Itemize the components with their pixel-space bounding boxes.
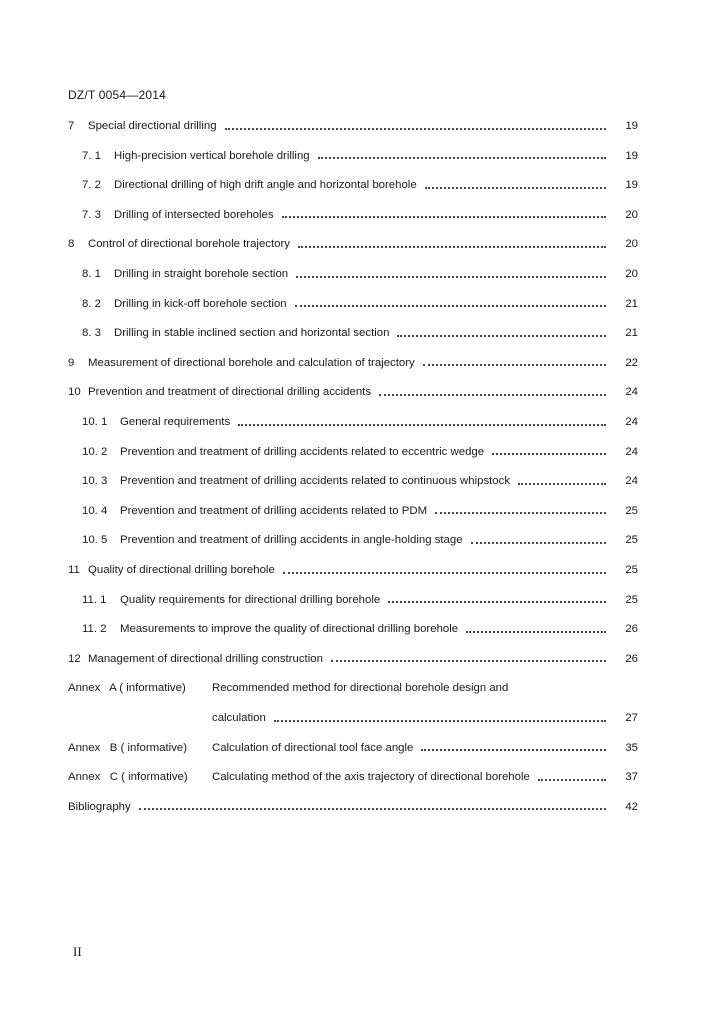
toc-entry-title: Drilling of intersected boreholes <box>114 208 274 221</box>
toc-entry[interactable] <box>0 265 724 283</box>
toc-entry[interactable] <box>0 324 724 342</box>
toc-entry-page: 24 <box>625 445 638 458</box>
toc-entry-number: 10. 1 <box>82 416 108 428</box>
toc-entry[interactable] <box>0 502 724 520</box>
toc-entry-title: High-precision vertical borehole drilling <box>114 149 310 162</box>
toc-entry-page: 25 <box>625 593 638 606</box>
toc-dot-leader <box>225 127 606 130</box>
toc-entry-page: 25 <box>625 534 638 547</box>
toc-entry-page: 24 <box>625 386 638 399</box>
toc-entry-page: 22 <box>625 356 638 369</box>
toc-entry-number: 8. 1 <box>82 268 101 280</box>
toc-entry-number: 11. 1 <box>82 593 107 606</box>
toc-entry-number: 10. 3 <box>82 475 108 488</box>
toc-entry-page: 35 <box>625 741 638 754</box>
toc-entry-title: Prevention and treatment of drilling accidents related to PDM <box>120 504 428 517</box>
toc-entry-number: 8. 2 <box>82 297 101 310</box>
toc-entry-page: 26 <box>625 652 638 665</box>
toc-entry[interactable] <box>0 147 724 165</box>
toc-entry-number: 7. 2 <box>82 179 101 192</box>
toc-entry[interactable] <box>0 650 724 668</box>
toc-entry[interactable] <box>0 176 724 194</box>
toc-entry-number: 10. 4 <box>82 504 108 517</box>
toc-entry-page: 19 <box>625 120 638 132</box>
annex-label: Annex B ( informative) <box>68 741 188 754</box>
annex-title-line1: Recommended method for directional borehole design and <box>212 682 509 695</box>
toc-dot-leader <box>397 334 606 337</box>
toc-entry-page: 20 <box>625 208 638 221</box>
toc-dot-leader <box>331 659 606 662</box>
toc-dot-leader <box>538 778 606 781</box>
toc-entry-number: 11 <box>68 564 80 576</box>
page-number: II <box>73 944 82 959</box>
annex-label: Annex A ( informative) <box>68 682 186 695</box>
toc-dot-leader <box>423 363 606 366</box>
toc-entry-page: 20 <box>625 238 638 251</box>
toc-entry-title: Prevention and treatment of directional drilling accidents <box>88 386 372 399</box>
toc-dot-leader <box>139 807 606 810</box>
toc-entry-title: Drilling in straight borehole section <box>114 268 289 280</box>
toc-entry-page: 21 <box>625 327 638 340</box>
toc-dot-leader <box>274 719 606 722</box>
toc-dot-leader <box>421 748 606 751</box>
toc-annex-entry[interactable] <box>0 768 724 786</box>
toc-entry-page: 27 <box>625 712 638 724</box>
toc-entry-title: Directional drilling of high drift angle and horizontal borehole <box>114 179 417 192</box>
toc-entry-number: 7 <box>68 120 75 132</box>
toc-entry-number: 11. 2 <box>82 623 107 636</box>
toc-entry-number: 10. 2 <box>82 445 108 458</box>
toc-bibliography-entry[interactable] <box>0 798 724 816</box>
bibliography-title: Bibliography <box>68 800 131 813</box>
toc-entry[interactable] <box>0 235 724 253</box>
toc-entry[interactable] <box>0 413 724 431</box>
toc-dot-leader <box>295 304 606 307</box>
toc-entry-page: 20 <box>625 268 638 280</box>
toc-entry-title: Measurement of directional borehole and calculation of trajectory <box>88 356 415 369</box>
toc-entry[interactable] <box>0 561 724 579</box>
toc-entry-page: 19 <box>625 179 638 192</box>
toc-dot-leader <box>425 186 606 189</box>
toc-entry-page: 24 <box>625 475 638 488</box>
toc-entry-number: 8 <box>68 238 75 251</box>
toc-dot-leader <box>238 423 606 426</box>
toc-entry-title: Measurements to improve the quality of directional drilling borehole <box>120 623 459 636</box>
toc-entry[interactable] <box>0 383 724 401</box>
toc-entry-number: 8. 3 <box>82 327 101 340</box>
document-code: DZ/T 0054—2014 <box>68 88 166 102</box>
toc-entry-title: General requirements <box>120 416 231 428</box>
toc-dot-leader <box>492 452 606 455</box>
toc-entry[interactable] <box>0 295 724 313</box>
toc-annex-entry[interactable] <box>0 739 724 757</box>
toc-entry[interactable] <box>0 354 724 372</box>
toc-entry-number: 7. 1 <box>82 149 101 162</box>
toc-entry-title: Control of directional borehole trajectory <box>88 238 290 251</box>
toc-entry-page: 42 <box>625 800 638 813</box>
toc-entry-number: 9 <box>68 356 75 369</box>
toc-dot-leader <box>379 393 606 396</box>
toc-entry-page: 21 <box>625 297 638 310</box>
toc-dot-leader <box>466 630 606 633</box>
toc-entry-title: Quality requirements for directional drilling borehole <box>120 593 381 606</box>
toc-entry[interactable] <box>0 117 724 135</box>
toc-entry-page: 25 <box>625 564 638 576</box>
annex-title: Calculation of directional tool face angle <box>212 741 414 754</box>
toc-entry[interactable] <box>0 472 724 490</box>
toc-entry[interactable] <box>0 443 724 461</box>
toc-entry[interactable] <box>0 620 724 638</box>
toc-entry-page: 26 <box>625 623 638 636</box>
toc-entry-number: 10 <box>68 386 81 399</box>
annex-title-line2: calculation <box>212 712 266 724</box>
toc-entry-page: 25 <box>625 504 638 517</box>
toc-dot-leader <box>296 275 606 278</box>
toc-entry-page: 24 <box>625 416 638 428</box>
toc-entry-number: 7. 3 <box>82 208 101 221</box>
toc-dot-leader <box>282 215 606 218</box>
toc-dot-leader <box>388 600 606 603</box>
toc-dot-leader <box>471 541 606 544</box>
toc-annex-entry[interactable] <box>0 679 724 697</box>
toc-entry[interactable] <box>0 531 724 549</box>
toc-entry[interactable] <box>0 206 724 224</box>
toc-dot-leader <box>518 482 606 485</box>
toc-entry-title: Quality of directional drilling borehole <box>88 564 275 576</box>
toc-entry-number: 12 <box>68 652 81 665</box>
toc-entry-page: 37 <box>625 771 638 784</box>
toc-entry[interactable] <box>0 591 724 609</box>
toc-entry-title: Prevention and treatment of drilling accidents in angle-holding stage <box>120 534 463 547</box>
toc-entry-title: Drilling in stable inclined section and horizontal section <box>114 327 390 340</box>
annex-label: Annex C ( informative) <box>68 771 188 784</box>
toc-dot-leader <box>435 511 606 514</box>
toc-entry-title: Drilling in kick-off borehole section <box>114 297 287 310</box>
annex-title: Calculating method of the axis trajectory of directional borehole <box>212 771 530 784</box>
toc-entry-title: Special directional drilling <box>88 120 217 132</box>
toc-entry-page: 19 <box>625 149 638 162</box>
toc-dot-leader <box>298 245 606 248</box>
toc-entry-title: Prevention and treatment of drilling accidents related to eccentric wedge <box>120 445 485 458</box>
toc-entry-title: Management of directional drilling construction <box>88 652 323 665</box>
toc-dot-leader <box>283 571 606 574</box>
toc-entry-title: Prevention and treatment of drilling accidents related to continuous whipstock <box>120 475 511 488</box>
toc-dot-leader <box>318 156 606 159</box>
toc-entry-number: 10. 5 <box>82 534 108 547</box>
toc-annex-entry-continued[interactable] <box>0 709 724 727</box>
